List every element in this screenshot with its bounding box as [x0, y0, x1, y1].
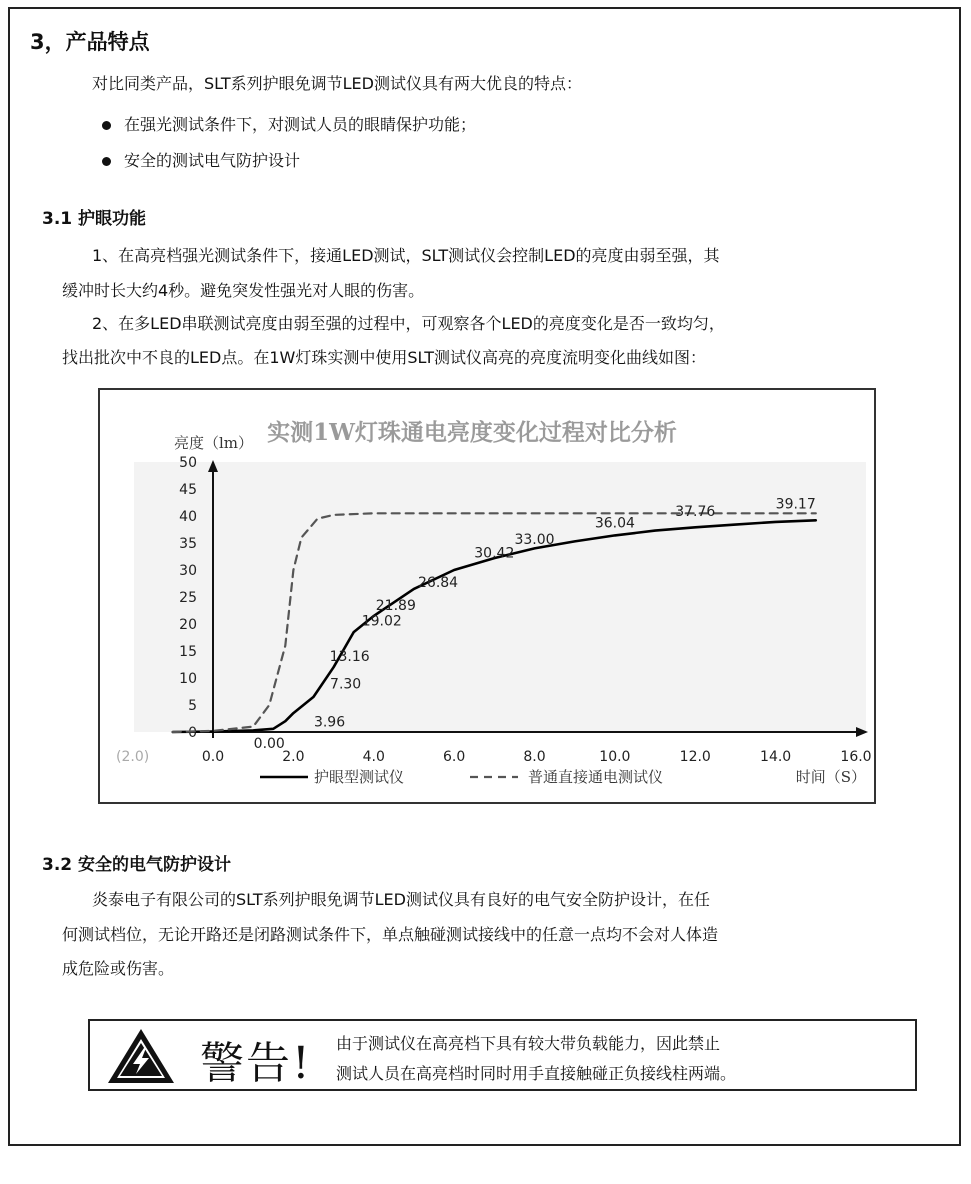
warning-text-line: 由于测试仪在高亮档下具有较大带负载能力，因此禁止	[336, 1034, 721, 1053]
y-tick-label: 35	[179, 536, 197, 552]
warning-word: 警告!	[200, 1038, 312, 1089]
x-tick-label: 8.0	[523, 749, 546, 765]
bullet-item: 安全的测试电气防护设计	[124, 151, 301, 170]
section-3-2-title: 3.2 安全的电气防护设计	[42, 855, 232, 875]
data-label: 19.02	[361, 613, 402, 630]
y-tick-label: 25	[179, 590, 197, 606]
high-voltage-warning-icon	[106, 1027, 176, 1085]
paragraph-line: 缓冲时长大约4秒。避免突发性强光对人眼的伤害。	[62, 281, 425, 300]
y-tick-label: 40	[179, 509, 197, 525]
y-tick-label: 10	[179, 671, 197, 687]
y-axis-label: 亮度（lm）	[174, 434, 254, 452]
x-tick-label: 0.0	[201, 749, 225, 765]
x-axis-label: 时间（S）	[795, 768, 866, 786]
y-tick-label: 45	[179, 482, 197, 498]
x-tick-label: 12.0	[679, 749, 711, 765]
data-label: 30.42	[474, 545, 515, 562]
paragraph-line: 1、在高亮档强光测试条件下，接通LED测试，SLT测试仪会控制LED的亮度由弱至强，其	[92, 246, 720, 265]
x-tick-label: 2.0	[282, 749, 305, 765]
bullet-item: 在强光测试条件下，对测试人员的眼睛保护功能；	[124, 115, 477, 134]
y-tick-label: 20	[179, 617, 197, 633]
x-tick-label: 6.0	[442, 749, 466, 765]
section-3-title: 3，产品特点	[30, 30, 150, 54]
data-label: 21.89	[375, 597, 416, 614]
data-label: 7.30	[330, 676, 362, 693]
data-label: 26.84	[418, 575, 459, 592]
chart-title: 实测1W灯珠通电亮度变化过程对比分析	[267, 419, 677, 446]
section-3-intro: 对比同类产品，SLT系列护眼免调节LED测试仪具有两大优良的特点：	[92, 74, 582, 93]
x-tick-label: 4.0	[362, 749, 385, 765]
chart-container	[98, 388, 876, 804]
bullet-dot-icon	[102, 157, 111, 166]
data-label: 36.04	[594, 515, 635, 532]
y-tick-label: 15	[179, 644, 197, 660]
data-label: 0.00	[253, 736, 285, 752]
brightness-chart	[100, 390, 874, 802]
paragraph-line: 炎泰电子有限公司的SLT系列护眼免调节LED测试仪具有良好的电气安全防护设计，在任	[92, 890, 710, 909]
y-tick-label: 0	[188, 725, 197, 741]
bullet-dot-icon	[102, 121, 111, 130]
paragraph-line: 何测试档位，无论开路还是闭路测试条件下，单点触碰测试接线中的任意一点均不会对人体造	[62, 925, 719, 944]
data-label: 33.00	[514, 531, 555, 548]
data-label: 37.76	[675, 504, 716, 521]
legend-label: 护眼型测试仪	[314, 768, 405, 786]
warning-text-line: 测试人员在高亮档时同时用手直接触碰正负接线柱两端。	[336, 1064, 737, 1083]
section-3-1-title: 3.1 护眼功能	[42, 209, 147, 229]
y-tick-label: 30	[179, 563, 197, 579]
warning-box	[88, 1019, 917, 1091]
data-label: 39.17	[775, 496, 816, 513]
paragraph-line: 找出批次中不良的LED点。在1W灯珠实测中使用SLT测试仪高亮的亮度流明变化曲线如图：	[62, 348, 706, 367]
y-tick-label: 5	[188, 698, 197, 714]
legend-label: 普通直接通电测试仪	[528, 768, 664, 786]
paragraph-line: 2、在多LED串联测试亮度由弱至强的过程中，可观察各个LED的亮度变化是否一致均匀，	[92, 314, 725, 333]
x-tick-label: (2.0)	[116, 749, 150, 765]
plot-background	[134, 462, 866, 732]
y-tick-label: 50	[179, 455, 197, 471]
x-tick-label: 14.0	[760, 749, 792, 765]
x-tick-label: 16.0	[840, 749, 872, 765]
data-label: 3.96	[313, 714, 346, 731]
data-label: 13.16	[329, 648, 370, 665]
paragraph-line: 成危险或伤害。	[62, 959, 175, 978]
x-tick-label: 10.0	[599, 749, 631, 765]
